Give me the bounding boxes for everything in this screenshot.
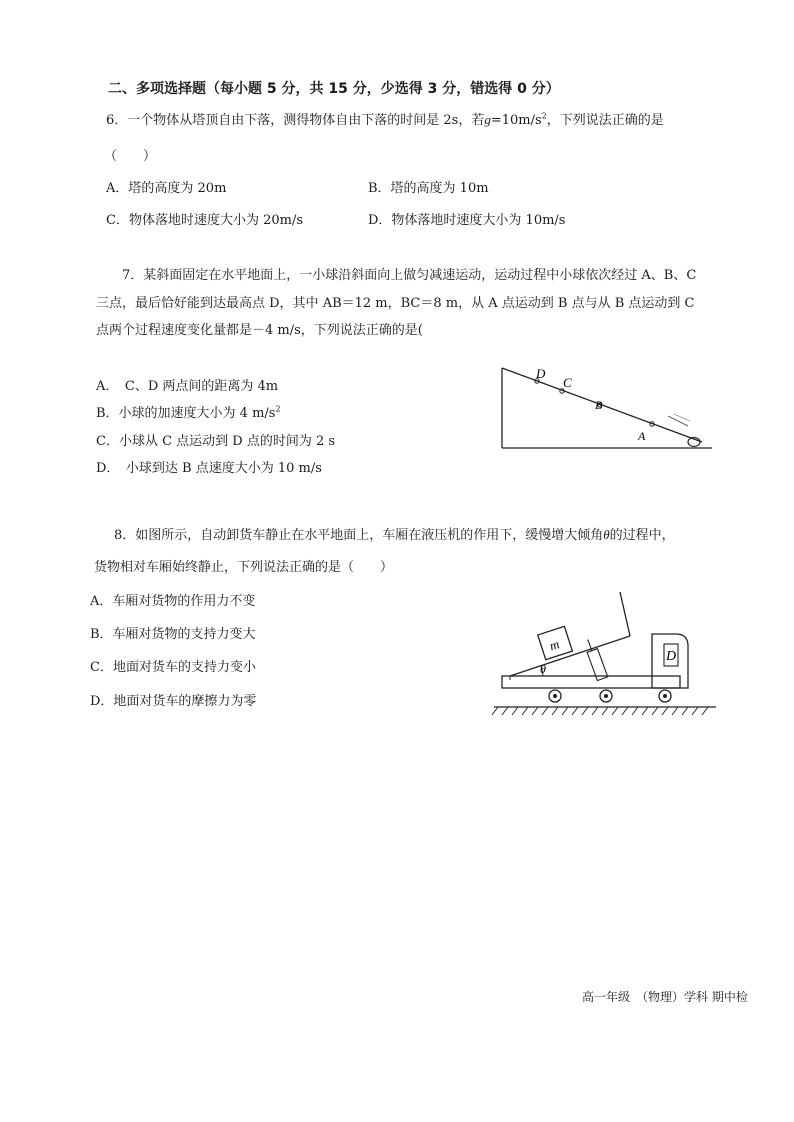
question-7-option-d: D． 小球到达 B 点速度大小为 10 m/s	[96, 461, 322, 476]
question-8-option-c: C．地面对货车的支持力变小	[90, 660, 256, 675]
incline-figure	[490, 360, 720, 460]
question-6-answer-blank: （ ）	[104, 149, 157, 164]
label-b: B	[595, 398, 603, 412]
truck-chassis	[502, 676, 680, 688]
motion-arrow	[668, 416, 688, 426]
question-8-line-2: 货物相对车厢始终静止，下列说法正确的是（ ）	[94, 560, 394, 575]
theta-symbol: θ	[603, 527, 610, 542]
question-8-line-1	[114, 524, 675, 543]
gravity-value: =10m/s	[490, 113, 542, 128]
question-7-line-2: 三点，最后恰好能到达最高点 D，其中 AB＝12 m，BC＝8 m，从 A 点运动到 B 点与从 B 点运动到 C	[96, 296, 695, 311]
gravity-symbol: g	[484, 112, 491, 127]
cargo-mass-label: m	[547, 636, 562, 654]
question-7-option-c: C．小球从 C 点运动到 D 点的时间为 2 s	[96, 434, 336, 449]
question-6-option-d: D．物体落地时速度大小为 10m/s	[368, 213, 566, 228]
dump-truck-figure	[490, 590, 720, 720]
question-8-option-a: A．车厢对货物的作用力不变	[90, 594, 256, 609]
question-6-stem-part1: 6．一个物体从塔顶自由下落，测得物体自由下落的时间是 2s，若	[106, 113, 485, 128]
truck-bed-tailgate	[620, 592, 630, 636]
hydraulic-cylinder	[583, 637, 608, 680]
label-d: D	[536, 366, 546, 381]
question-7-line-3: 点两个过程速度变化量都是－4 m/s，下列说法正确的是(	[96, 323, 423, 338]
angle-label-theta: θ	[540, 662, 546, 676]
page-footer: 高一年级 （物理）学科 期中检	[582, 990, 748, 1004]
question-6-option-a: A．塔的高度为 20m	[106, 181, 227, 196]
label-a: A	[638, 429, 646, 443]
question-7-option-b	[96, 402, 281, 421]
cargo-box	[538, 626, 573, 659]
gravity-exponent: 2	[541, 111, 547, 121]
question-6-stem-part2: ，下列说法正确的是	[546, 113, 664, 128]
cab-window-label: D	[666, 649, 677, 664]
ground-hatching	[492, 707, 708, 715]
question-6-option-c: C．物体落地时速度大小为 20m/s	[106, 213, 303, 228]
question-6-option-b: B．塔的高度为 10m	[368, 181, 489, 196]
section-title: 二、多项选择题（每小题 5 分，共 15 分，少选得 3 分，错选得 0 分）	[108, 81, 560, 97]
question-7-line-1: 7．某斜面固定在水平地面上，一小球沿斜面向上做匀减速运动，运动过程中小球依次经过 A、B、C	[122, 268, 697, 283]
question-8-option-b: B．车厢对货物的支持力变大	[90, 627, 256, 642]
question-7-option-a: A． C、D 两点间的距离为 4m	[96, 379, 279, 394]
question-6-stem	[106, 109, 664, 128]
question-8-line-1-part1: 8．如图所示，自动卸货车静止在水平地面上，车厢在液压机的作用下，缓慢增大倾角	[114, 528, 604, 543]
question-7-option-b-exponent: 2	[275, 404, 281, 414]
question-7-option-b-text: B．小球的加速度大小为 4 m/s	[96, 406, 276, 421]
label-c: C	[563, 375, 572, 390]
question-8-line-1-part2: 的过程中，	[609, 528, 675, 543]
question-8-option-d: D．地面对货车的摩擦力为零	[90, 694, 257, 709]
